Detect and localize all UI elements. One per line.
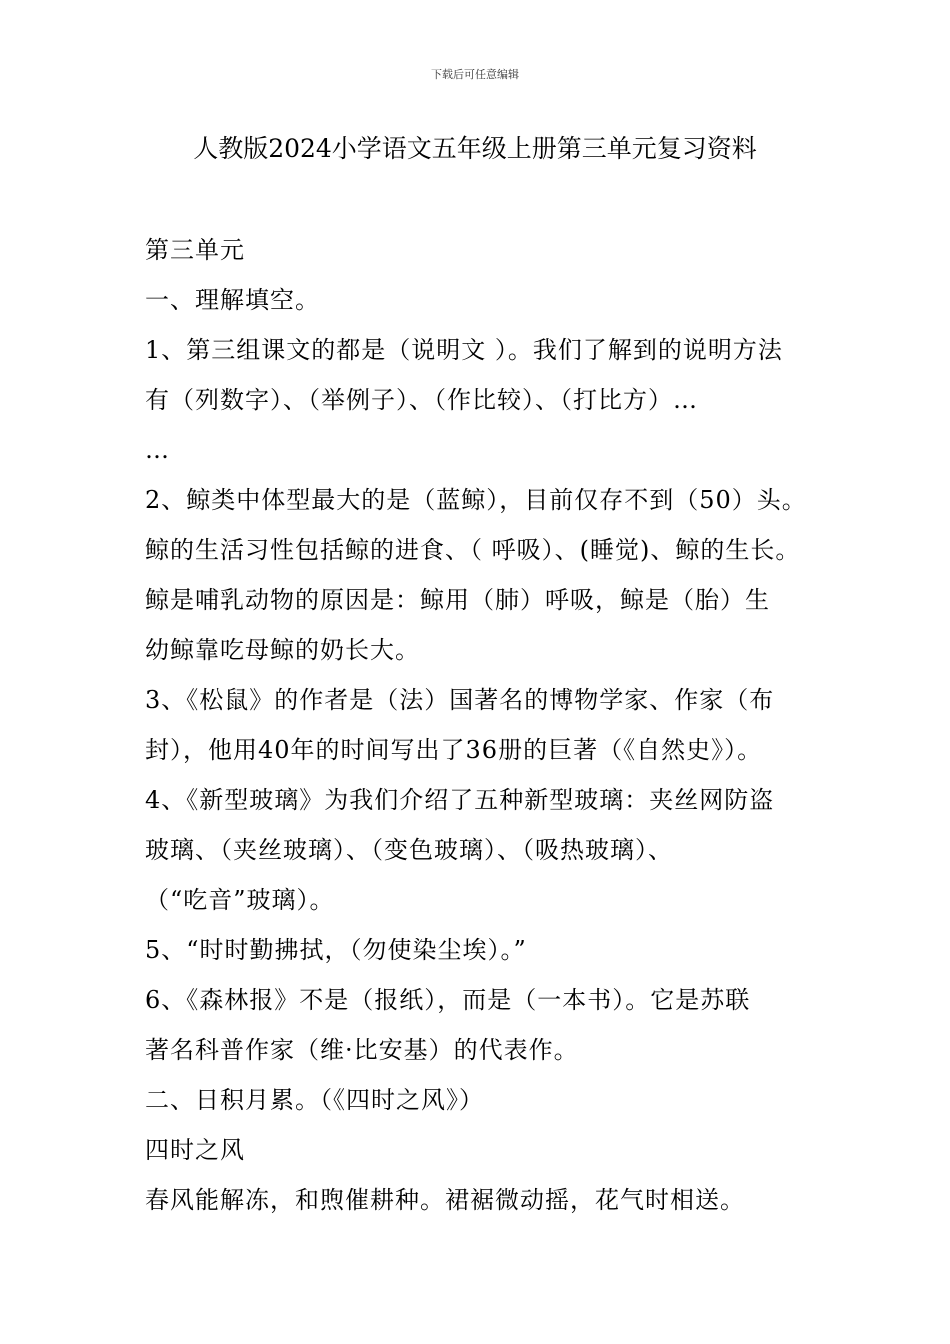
question-line: 著名科普作家（维·比安基）的代表作。 bbox=[145, 1036, 579, 1064]
question-line: … bbox=[145, 436, 170, 464]
question-line: 有（列数字）、（举例子）、（作比较）、（打比方）… bbox=[145, 386, 698, 414]
question-line: 6、《森林报》不是（报纸），而是（一本书）。它是苏联 bbox=[145, 986, 751, 1014]
part-heading: 一、理解填空。 bbox=[145, 286, 320, 314]
question-line: 2、鲸类中体型最大的是（蓝鲸），目前仅存不到（50）头。 bbox=[145, 486, 807, 514]
poem-title: 四时之风 bbox=[145, 1136, 245, 1164]
header-note: 下载后可任意编辑 bbox=[431, 68, 519, 81]
question-line: 玻璃、（夹丝玻璃）、（变色玻璃）、（吸热玻璃）、 bbox=[145, 836, 673, 864]
poem-text: 春风能解冻，和煦催耕种。裙裾微动摇，花气时相送。 bbox=[145, 1186, 745, 1214]
question-line: 鲸是哺乳动物的原因是：鲸用（肺）呼吸，鲸是（胎）生 bbox=[145, 586, 770, 614]
part-heading: 二、日积月累。（《四时之风》） bbox=[145, 1086, 484, 1114]
question-line: 鲸的生活习性包括鲸的进食、（ 呼吸）、(睡觉)、鲸的生长。 bbox=[145, 536, 801, 564]
question-line: 幼鲸靠吃母鲸的奶长大。 bbox=[145, 636, 420, 664]
question-line: （“吃音”玻璃）。 bbox=[145, 886, 335, 914]
question-line: 3、《松鼠》的作者是（法）国著名的博物学家、作家（布 bbox=[145, 686, 775, 714]
document-title: 人教版2024小学语文五年级上册第三单元复习资料 bbox=[193, 134, 757, 163]
question-line: 5、“时时勤拂拭，（勿使染尘埃）。” bbox=[145, 936, 527, 964]
question-line: 4、《新型玻璃》为我们介绍了五种新型玻璃：夹丝网防盗 bbox=[145, 786, 775, 814]
document-body bbox=[145, 225, 835, 1225]
question-line: 封），他用40年的时间写出了36册的巨著（《自然史》）。 bbox=[145, 736, 763, 764]
section-heading: 第三单元 bbox=[145, 236, 245, 264]
question-line: 1、第三组课文的都是（说明文 ）。我们了解到的说明方法 bbox=[145, 336, 783, 364]
